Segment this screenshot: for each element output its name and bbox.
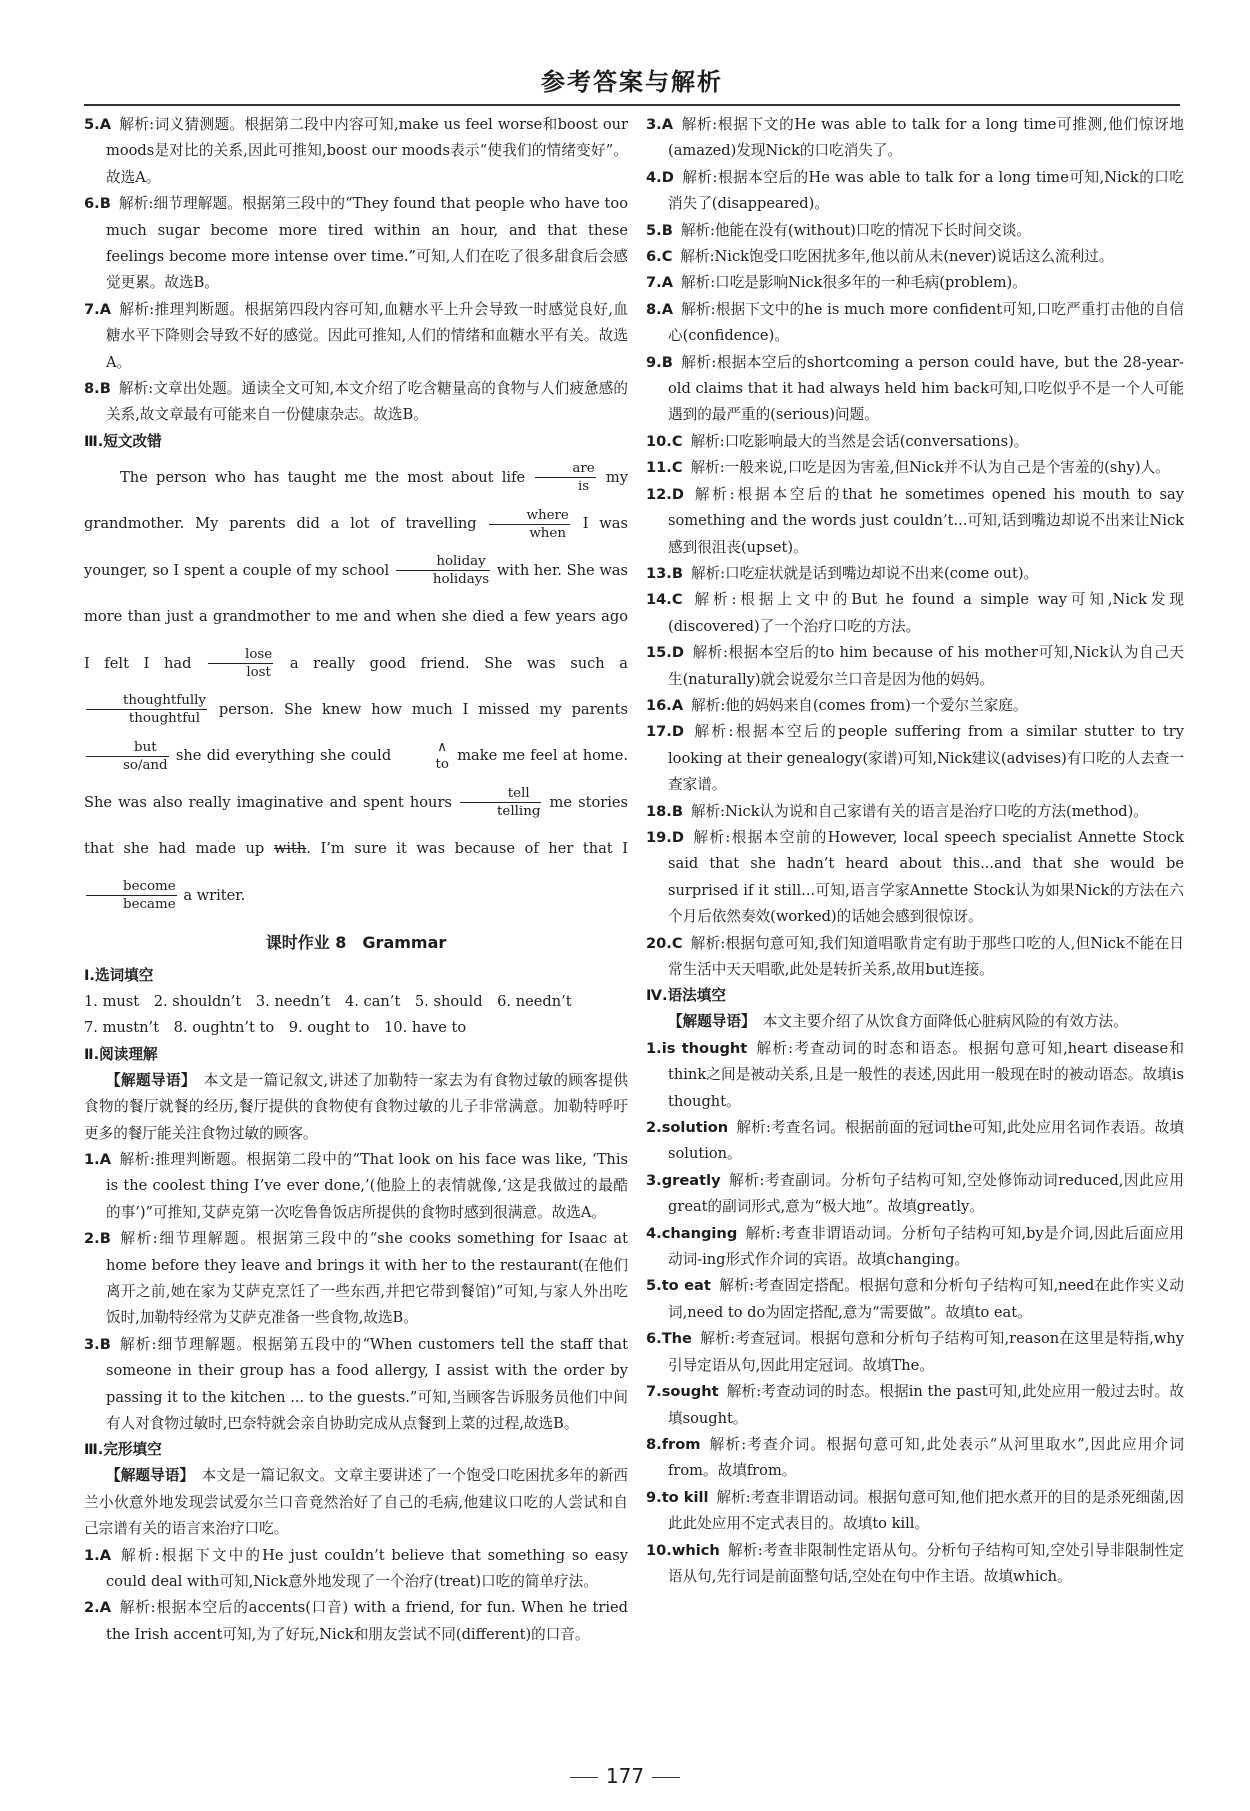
answer-item: 3.A 解析:根据下文的He was able to talk for a long time可推测,他们惊讶地(amazed)发现Nick的口吃消失了。 [646, 116, 1184, 160]
correction-mark: are is [535, 460, 595, 495]
correction-mark: become became [86, 878, 177, 913]
answer-item: 4.D 解析:根据本空后的He was able to talk for a long time可知,Nick的口吃消失了(disappeared)。 [646, 168, 1184, 213]
answer-item: 20.C 解析:根据句意可知,我们知道唱歌肯定有助于那些口吃的人,但Nick不能在日常生活中天天唱歌,此处是转折关系,故用but连接。 [646, 934, 1184, 978]
answer-item: 7.A 解析:推理判断题。根据第四段内容可知,血糖水平上升会导致一时感觉良好,血糖水平下降则会导致不好的感觉。因此可推知,人们的情绪和血糖水平有关。故选A。 [84, 300, 628, 371]
word-fill-answers-1: 1. must 2. shouldn’t 3. needn’t 4. can’t 5. should 6. needn’t [84, 992, 572, 1010]
answer-list-grammar [646, 1036, 1184, 1591]
section-title-cloze: Ⅲ.完形填空 [84, 1441, 162, 1459]
answer-item: 14.C 解析:根据上文中的But he found a simple way可知,Nick发现(discovered)了一个治疗口吃的方法。 [646, 591, 1184, 635]
answer-item: 8.A 解析:根据下文中的he is much more confident可知,口吃严重打击他的自信心(confidence)。 [646, 300, 1184, 345]
error-correction-essay: The person who has taught me the most about life are is my grandmother. My parents did a lot of travelling where when I was younger, so I spent a couple of my school holiday holidays with her. She was more than just a grandmother to me and when she died a few years ago I felt I had lose lost a really good friend. She was such a thoughtfully thoughtful person. She knew how much I missed my parents but so/and she did everything she could ∧ to make me feel at home. She was also really imaginative and spent hours tell telling me stories that she had made up with. I’m sure it was because of her that I become became a writer. [84, 461, 629, 913]
header-title: 参考答案与解析 [541, 68, 723, 96]
answer-item: 11.C 解析:一般来说,口吃是因为害羞,但Nick并不认为自己是个害羞的(shy)人。 [646, 459, 1170, 477]
answer-item: 3.B 解析:细节理解题。根据第五段中的“When customers tell the staff that someone in their group has a food allergy, I assist with the order by passing it to the kitchen ... to the guests.”可知,当顾客告诉服务员他们中间有人对食物过敏时,巴奈特就会亲自协助完成从点餐到上菜的过程,故选B。 [84, 1335, 628, 1433]
correction-mark: lose lost [208, 646, 273, 681]
answer-item: 7.sought 解析:考查动词的时态。根据in the past可知,此处应用一般过去时。故填sought。 [646, 1383, 1184, 1427]
answer-item: 10.which 解析:考查非限制性定语从句。分析句子结构可知,空处引导非限制性定语从句,先行词是前面整句话,空处在句中作主语。故填which。 [646, 1541, 1184, 1585]
answer-item: 8.from 解析:考查介词。根据句意可知,此处表示“从河里取水”,因此应用介词from。故填from。 [646, 1435, 1184, 1480]
answer-item: 1.A 解析:根据下文中的He just couldn’t believe that something so easy could deal with可知,Nick意外地发现了一个治疗(treat)口吃的简单疗法。 [84, 1546, 628, 1591]
answer-item: 9.to kill 解析:考查非谓语动词。根据句意可知,他们把水煮开的目的是杀死细菌,因此此处应用不定式表目的。故填to kill。 [646, 1488, 1185, 1533]
deleted-word: with [273, 840, 307, 858]
answer-item: 8.B 解析:文章出处题。通读全文可知,本文介绍了吃含糖量高的食物与人们疲惫感的关系,故文章最有可能来自一份健康杂志。故选B。 [84, 380, 628, 424]
answer-item: 4.changing 解析:考查非谓语动词。分析句子结构可知,by是介词,因此后面应用动词-ing形式作介词的宾语。故填changing。 [646, 1224, 1184, 1269]
answer-list-reading-a [84, 112, 628, 429]
answer-item: 5.A 解析:词义猜测题。根据第二段中内容可知,make us feel worse和boost our moods是对比的关系,因此可推知,boost our moods表示“使我们的情绪变好”。故选A。 [84, 116, 628, 186]
header-rule [84, 104, 1180, 106]
answer-item: 2.A 解析:根据本空后的accents(口音) with a friend, for fun. When he tried the Irish accent可知,为了好玩,Nick和朋友尝试不同(different)的口音。 [84, 1599, 628, 1643]
answer-item: 6.C 解析:Nick饱受口吃困扰多年,他以前从未(never)说话这么流利过。 [646, 248, 1114, 266]
page-header [84, 66, 1180, 106]
correction-mark: tell telling [460, 785, 541, 820]
section-title-word-fill: Ⅰ.选词填空 [84, 966, 154, 984]
correction-mark: holiday holidays [396, 553, 490, 588]
reading-guide: 【解题导语】 本文是一篇记叙文,讲述了加勒特一家去为有食物过敏的顾客提供食物的餐厅就餐的经历,餐厅提供的食物使有食物过敏的儿子非常满意。加勒特呼吁更多的餐厅能关注食物过敏的顾客。 [84, 1071, 628, 1142]
answer-list-reading-b [84, 1147, 628, 1437]
answer-item: 17.D 解析:根据本空后的people suffering from a similar stutter to try looking at their genealogy(家谱)可知,Nick建议(advises)有口吃的人去查一查家谱。 [646, 723, 1184, 794]
section-title-grammar-fill: Ⅳ.语法填空 [646, 987, 726, 1005]
correction-mark: but so/and [86, 739, 169, 774]
answer-list-cloze-b [646, 112, 1184, 983]
answer-item: 1.is thought 解析:考查动词的时态和语态。根据句意可知,heart disease和think之间是被动关系,且是一般性的表述,因此用一般现在时的被动语态。故填is thought。 [646, 1039, 1184, 1110]
answer-list-cloze-a [84, 1543, 628, 1649]
page-number: 177 [560, 1763, 690, 1789]
answer-item: 3.greatly 解析:考查副词。分析句子结构可知,空处修饰动词reduced,因此应用great的副词形式,意为“极大地”。故填greatly。 [646, 1171, 1184, 1216]
correction-mark: where when [489, 507, 569, 542]
section-title-error-correction: Ⅲ.短文改错 [84, 432, 162, 450]
answer-item: 2.solution 解析:考查名词。根据前面的冠词the可知,此处应用名词作表语。故填solution。 [646, 1119, 1184, 1163]
section-title-reading: Ⅱ.阅读理解 [84, 1045, 158, 1063]
cloze-guide: 【解题导语】 本文是一篇记叙文。文章主要讲述了一个饱受口吃困扰多年的新西兰小伙意外地发现尝试爱尔兰口音竟然治好了自己的毛病,他建议口吃的人尝试和自己宗谱有关的语言来治疗口吃。 [84, 1467, 628, 1538]
answer-item: 5.to eat 解析:考查固定搭配。根据句意和分析句子结构可知,need在此作实义动词,need to do为固定搭配,意为“需要做”。故填to eat。 [646, 1277, 1184, 1321]
grammar-guide: 【解题导语】 本文主要介绍了从饮食方面降低心脏病风险的有效方法。 [668, 1013, 1128, 1031]
word-fill-answers-2: 7. mustn’t 8. oughtn’t to 9. ought to 10. have to [84, 1019, 467, 1037]
right-column [646, 112, 1184, 1590]
answer-item: 1.A 解析:推理判断题。根据第二段中的“That look on his face was like, ‘This is the coolest thing I’ve ever done,’(他脸上的表情就像,‘这是我做过的最酷的事’)”可推知,艾萨克第一次吃鲁鲁饭店所提供的食物时感到很满意。故选A。 [84, 1150, 628, 1221]
answer-item: 6.B 解析:细节理解题。根据第三段中的“They found that people who have too much sugar become more tired within an hour, and that these feelings become more intense over time.”可知,人们在吃了很多甜食后会感觉更累。故选B。 [84, 195, 628, 292]
answer-item: 2.B 解析:细节理解题。根据第三段中的“she cooks something for Isaac at home before they leave and brings it with her to the restaurant(在他们离开之前,她在家为艾萨克烹饪了一些东西,并把它带到餐馆)”可知,与家人外出吃饭时,加勒特经常为艾萨克准备一些食物,故选B。 [84, 1230, 628, 1327]
answer-item: 15.D 解析:根据本空后的to him because of his mother可知,Nick认为自己天生(naturally)就会说爱尔兰口音是因为他的妈妈。 [646, 644, 1184, 688]
answer-item: 6.The 解析:考查冠词。根据句意和分析句子结构可知,reason在这里是特指,why引导定语从句,因此用定冠词。故填The。 [646, 1330, 1184, 1374]
left-column [84, 112, 628, 1648]
correction-mark: thoughtfully thoughtful [86, 692, 207, 727]
answer-item: 16.A 解析:他的妈妈来自(comes from)一个爱尔兰家庭。 [646, 696, 1028, 714]
answer-item: 13.B 解析:口吃症状就是话到嘴边却说不出来(come out)。 [646, 564, 1039, 582]
answer-item: 19.D 解析:根据本空前的However, local speech specialist Annette Stock said that she hadn’t heard about this...and that she would be surprised if it still...可知,语言学家Annette Stock认为如果Nick的方法在六个月后依然奏效(worked)的话她会感到很惊讶。 [646, 828, 1184, 926]
answer-item: 9.B 解析:根据本空后的shortcoming a person could have, but the 28-year-old claims that it had always held him back可知,口吃似乎不是一个人可能遇到的最严重的(serious)问题。 [646, 353, 1184, 424]
answer-item: 10.C 解析:口吃影响最大的当然是会话(conversations)。 [646, 432, 1029, 450]
answer-item: 5.B 解析:他能在没有(without)口吃的情况下长时间交谈。 [646, 221, 1031, 239]
answer-item: 12.D 解析:根据本空后的that he sometimes opened his mouth to say something and the words just couldn’t...可知,话到嘴边却说不出来让Nick感到很沮丧(upset)。 [646, 485, 1184, 556]
answer-item: 18.B 解析:Nick认为说和自己家谱有关的语言是治疗口吃的方法(method)。 [646, 802, 1148, 820]
answer-item: 7.A 解析:口吃是影响Nick很多年的一种毛病(problem)。 [646, 274, 1027, 292]
lesson-title: 课时作业 8 Grammar [265, 932, 447, 952]
insertion-mark: ∧ to [435, 740, 449, 773]
